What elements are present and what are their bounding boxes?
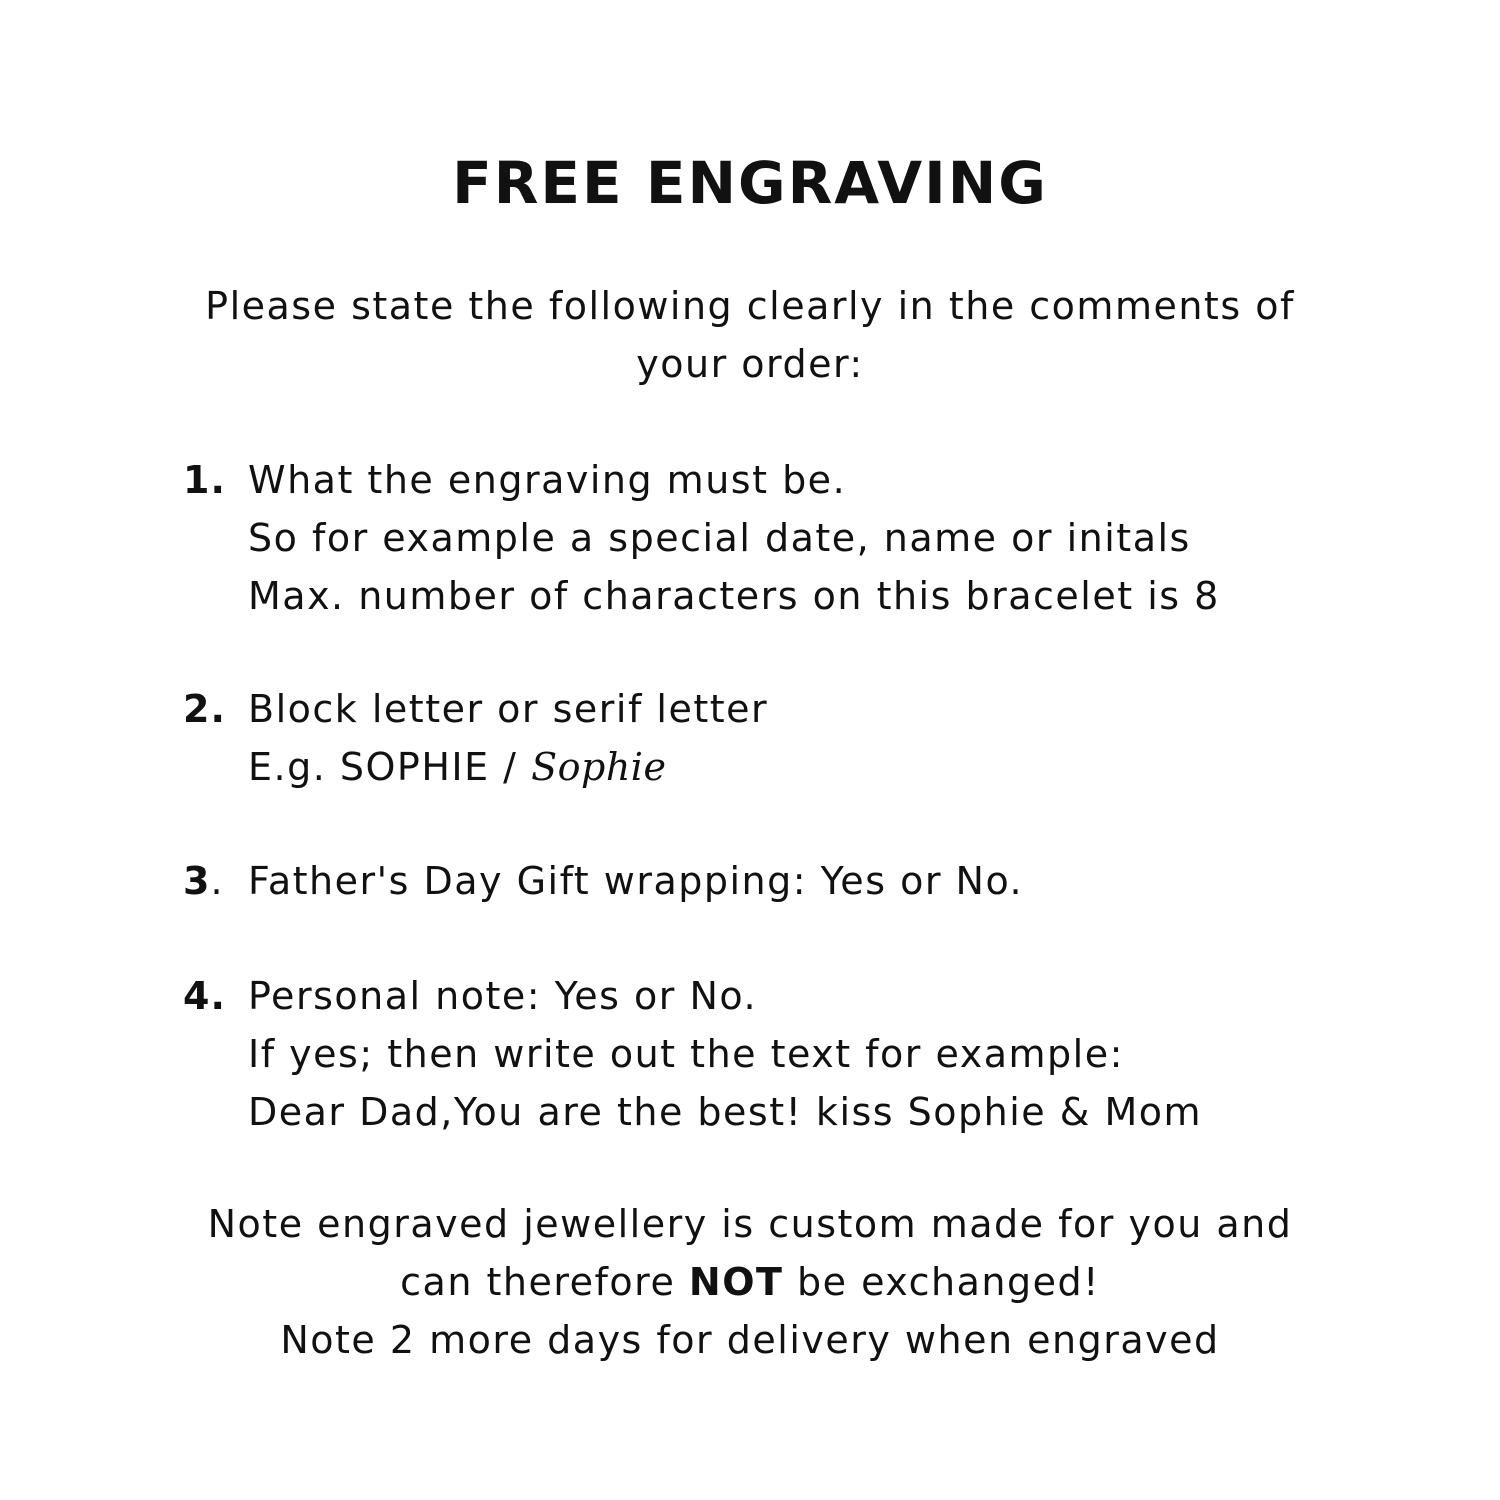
intro-line: Please state the following clearly in the comments of [205,284,1295,328]
footer-line: Note engraved jewellery is custom made for you and [207,1202,1293,1246]
item-line: Max. number of characters on this bracelet is 8 [248,574,1220,618]
item-line: Block letter or serif letter [248,687,769,731]
example-block-letter: E.g. SOPHIE / [248,745,532,789]
item-line: So for example a special date, name or initals [248,516,1191,560]
item-number [183,852,224,910]
item-text [248,451,1448,625]
item-text [248,680,1448,796]
intro-text [100,277,1400,393]
footer-line: Note 2 more days for delivery when engraved [280,1318,1220,1362]
item-number: 2. [183,687,226,731]
item-line: What the engraving must be. [248,458,847,502]
footer-text: can therefore [400,1260,689,1304]
item-text [248,967,1448,1141]
item-number: 1. [183,458,226,502]
item-line: Dear Dad,You are the best! kiss Sophie & Mom [248,1090,1203,1134]
item-number: 4. [183,974,226,1018]
footer-line-exchange [60,1253,1440,1311]
footer-note [60,1195,1440,1369]
item-example-line [248,738,1448,796]
item-text [248,852,1448,910]
item-number-dot: . [210,859,224,903]
item-line: Personal note: Yes or No. [248,974,758,1018]
example-serif-letter: Sophie [531,745,667,789]
intro-line: your order: [636,342,864,386]
emphasis-not: NOT [688,1260,784,1304]
page-title: FREE ENGRAVING [452,149,1048,217]
footer-text: be exchanged! [783,1260,1100,1304]
item-line: If yes; then write out the text for example: [248,1032,1124,1076]
item-line: Father's Day Gift wrapping: Yes or No. [248,859,1024,903]
item-number-digit: 3 [183,859,211,903]
